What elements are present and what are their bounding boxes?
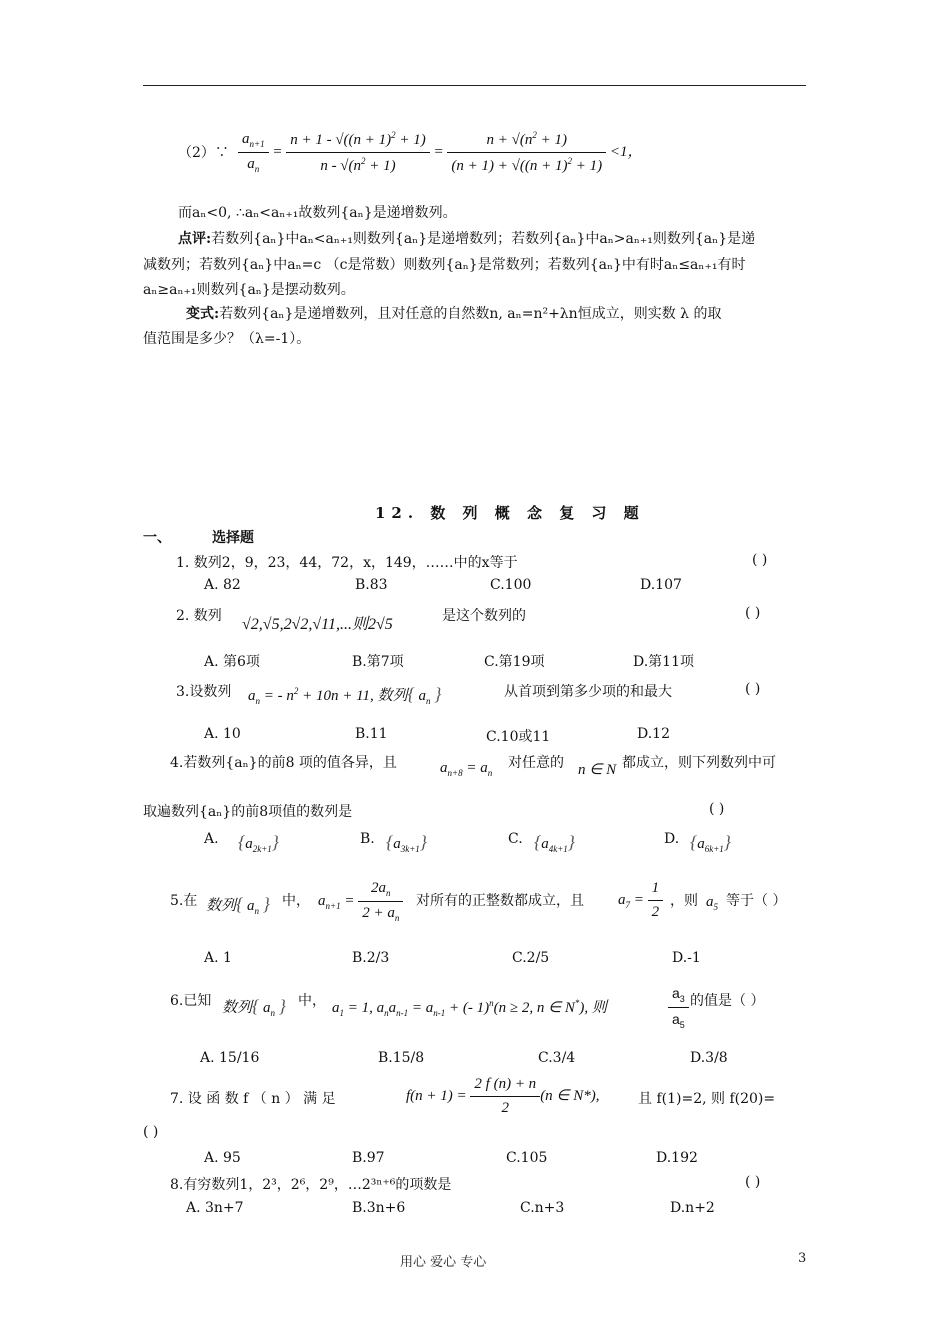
q2-expression: √2,√5,2√2,√11,...则2√5 bbox=[242, 616, 393, 633]
q6-ratio: $\frac{a_3}{a_5}$ bbox=[668, 985, 689, 1030]
q4-option-d-expr: $\{a_{6k+1}\}$ bbox=[690, 832, 731, 854]
q7-tail: 且 f(1)=2, 则 f(20)= bbox=[638, 1091, 776, 1107]
ratio-fraction: $\frac{a_{n+1}}{a_n}$ = $\frac{n + 1 - √((n + 1)^2 + 1)}{n - √(n^2 + 1)}$ = $\frac{n + √(n^2 + 1)}{(n + 1) + √((n + 1)^2 + 1)}$ <1， bbox=[238, 130, 643, 175]
q4-option-a: A. bbox=[204, 831, 219, 847]
q4-formula: $a_{n+8} = a_n$ bbox=[440, 760, 493, 778]
variant-line-2: 值范围是多少？（λ=-1）。 bbox=[143, 331, 311, 347]
q4-domain: n ∈ N bbox=[578, 762, 617, 778]
q4-option-b-expr: $\{a_{3k+1}\}$ bbox=[386, 832, 427, 854]
q6-option-c: C.3/4 bbox=[538, 1050, 576, 1066]
q7-option-d: D.192 bbox=[656, 1150, 698, 1166]
q2-option-b: B.第7项 bbox=[352, 654, 404, 670]
q4-blank: ( ) bbox=[709, 801, 725, 817]
q5-stem: 5.在 bbox=[170, 893, 198, 909]
q2-option-a: A. 第6项 bbox=[204, 654, 260, 670]
q6-formula: $a_1 = 1$, $a_na_{n-1} = a_{n-1}$ + (- 1)$^n$(n ≥ 2, n ∈ N*), 则 bbox=[332, 998, 607, 1018]
q1-option-a: A. 82 bbox=[204, 577, 241, 593]
q5-sequence: 数列{ $a_n$ } bbox=[206, 894, 270, 916]
q7-option-b: B.97 bbox=[352, 1150, 385, 1166]
q7-stem: 7. 设 函 数 f （ n ） 满 足 bbox=[170, 1091, 336, 1107]
q6-stem: 6.已知 bbox=[170, 993, 212, 1009]
part-title: 选择题 bbox=[212, 530, 254, 546]
q5-tail: 等于（ ） bbox=[726, 893, 787, 909]
q4-tail: 都成立，则下列数列中可 bbox=[622, 755, 776, 771]
q5-option-d: D.-1 bbox=[672, 950, 701, 966]
q8-option-d: D.n+2 bbox=[670, 1200, 715, 1216]
q5-connector-1: 中， bbox=[282, 893, 310, 909]
q1-stem: 1. 数列2，9，23，44，72，x，149，……中的x等于 bbox=[176, 555, 518, 571]
q5-mid: 对所有的正整数都成立，且 bbox=[416, 893, 584, 909]
q4-option-c: C. bbox=[508, 831, 523, 847]
comment-label: 点评: bbox=[178, 231, 212, 247]
q3-tail: 从首项到第多少项的和最大 bbox=[504, 684, 672, 700]
comment-line-3: aₙ≥aₙ₊₁则数列{aₙ}是摆动数列。 bbox=[143, 282, 355, 298]
q2-stem: 2. 数列 bbox=[176, 608, 222, 624]
q1-option-d: D.107 bbox=[640, 577, 682, 593]
page-number: 3 bbox=[798, 1251, 807, 1266]
solution-formula bbox=[178, 142, 229, 162]
section-title: 12. 数 列 概 念 复 习 题 bbox=[375, 504, 645, 522]
q6-option-a: A. 15/16 bbox=[200, 1050, 260, 1066]
q7-option-a: A. 95 bbox=[204, 1150, 241, 1166]
q1-option-b: B.83 bbox=[355, 577, 388, 593]
comment-text-1: 若数列{aₙ}中aₙ<aₙ₊₁则数列{aₙ}是递增数列；若数列{aₙ}中aₙ>aₙ₊₁则数列{aₙ}是递 bbox=[211, 231, 756, 247]
variant-text-1: 若数列{aₙ}是递增数列，且对任意的自然数n, aₙ=n²+λn恒成立，则实数 λ 的取 bbox=[219, 306, 722, 322]
part-label: 一、 bbox=[143, 530, 171, 546]
q7-line-2: ( ) bbox=[143, 1124, 159, 1140]
q1-blank: ( ) bbox=[752, 552, 768, 568]
q2-blank: ( ) bbox=[745, 605, 761, 621]
q4-option-a-expr: $\{a_{2k+1}\}$ bbox=[238, 832, 279, 854]
q2-option-c: C.第19项 bbox=[484, 654, 545, 670]
comment-line-1 bbox=[178, 228, 755, 248]
step-label: （2）∵ bbox=[178, 145, 229, 161]
q3-stem: 3.设数列 bbox=[176, 684, 232, 700]
q8-option-c: C.n+3 bbox=[520, 1200, 565, 1216]
q8-blank: ( ) bbox=[745, 1174, 761, 1190]
q3-option-b: B.11 bbox=[355, 726, 388, 742]
q5-option-b: B.2/3 bbox=[352, 950, 390, 966]
q1-option-c: C.100 bbox=[490, 577, 532, 593]
conclusion-line: 而aₙ<0, ∴aₙ<aₙ₊₁故数列{aₙ}是递增数列。 bbox=[178, 205, 457, 221]
inequality: <1， bbox=[609, 143, 643, 160]
q3-option-c: C.10或11 bbox=[486, 729, 551, 745]
header-rule bbox=[143, 85, 806, 86]
variant-label: 变式: bbox=[186, 306, 220, 322]
q6-connector: 中， bbox=[298, 993, 326, 1009]
q3-formula: $a_n$ = - $n^2 + 10n + 11$, 数列{ $a_n$ } bbox=[248, 684, 442, 706]
q6-option-b: B.15/8 bbox=[378, 1050, 425, 1066]
q4-option-c-expr: $\{a_{4k+1}\}$ bbox=[534, 832, 575, 854]
q8-stem: 8.有穷数列1，2³，2⁶，2⁹，…2³ⁿ⁺⁶的项数是 bbox=[170, 1177, 452, 1193]
variant-line-1 bbox=[186, 303, 721, 323]
q4-option-d: D. bbox=[664, 831, 680, 847]
q5-option-a: A. 1 bbox=[204, 950, 232, 966]
q4-option-b: B. bbox=[360, 831, 375, 847]
q8-option-b: B.3n+6 bbox=[352, 1200, 406, 1216]
q5-a5: $a_5$ bbox=[706, 894, 718, 912]
q3-option-d: D.12 bbox=[637, 726, 670, 742]
q3-blank: ( ) bbox=[745, 681, 761, 697]
q7-formula: f(n + 1) = $\frac{2 f (n) + n}{2}$ (n ∈ N*), bbox=[406, 1076, 600, 1116]
q7-option-c: C.105 bbox=[506, 1150, 548, 1166]
q5-a7: $a_7$ = $\frac{1}{2}$ bbox=[618, 880, 663, 921]
comment-line-2: 减数列；若数列{aₙ}中aₙ=c （c是常数）则数列{aₙ}是常数列；若数列{aₙ}中有时aₙ≤aₙ₊₁有时 bbox=[143, 257, 746, 273]
q2-option-d: D.第11项 bbox=[633, 654, 694, 670]
q4-stem: 4.若数列{aₙ}的前8 项的值各异，且 bbox=[170, 755, 397, 771]
q8-option-a: A. 3n+7 bbox=[186, 1200, 244, 1216]
q5-recurrence: $a_{n+1}$ = $\frac{2a_n}{2 + a_n}$ bbox=[318, 880, 403, 923]
q5-option-c: C.2/5 bbox=[512, 950, 550, 966]
q4-mid: 对任意的 bbox=[508, 755, 564, 771]
q6-sequence: 数列{ $a_n$ } bbox=[222, 996, 286, 1018]
q3-option-a: A. 10 bbox=[204, 726, 241, 742]
footer-motto: 用心 爱心 专心 bbox=[400, 1255, 487, 1270]
q4-line-2: 取遍数列{aₙ}的前8项值的数列是 bbox=[143, 804, 353, 820]
q6-option-d: D.3/8 bbox=[690, 1050, 728, 1066]
q2-tail: 是这个数列的 bbox=[442, 608, 526, 624]
q5-connector-2: ，则 bbox=[670, 893, 698, 909]
q6-tail: 的值是（ ） bbox=[690, 993, 765, 1009]
